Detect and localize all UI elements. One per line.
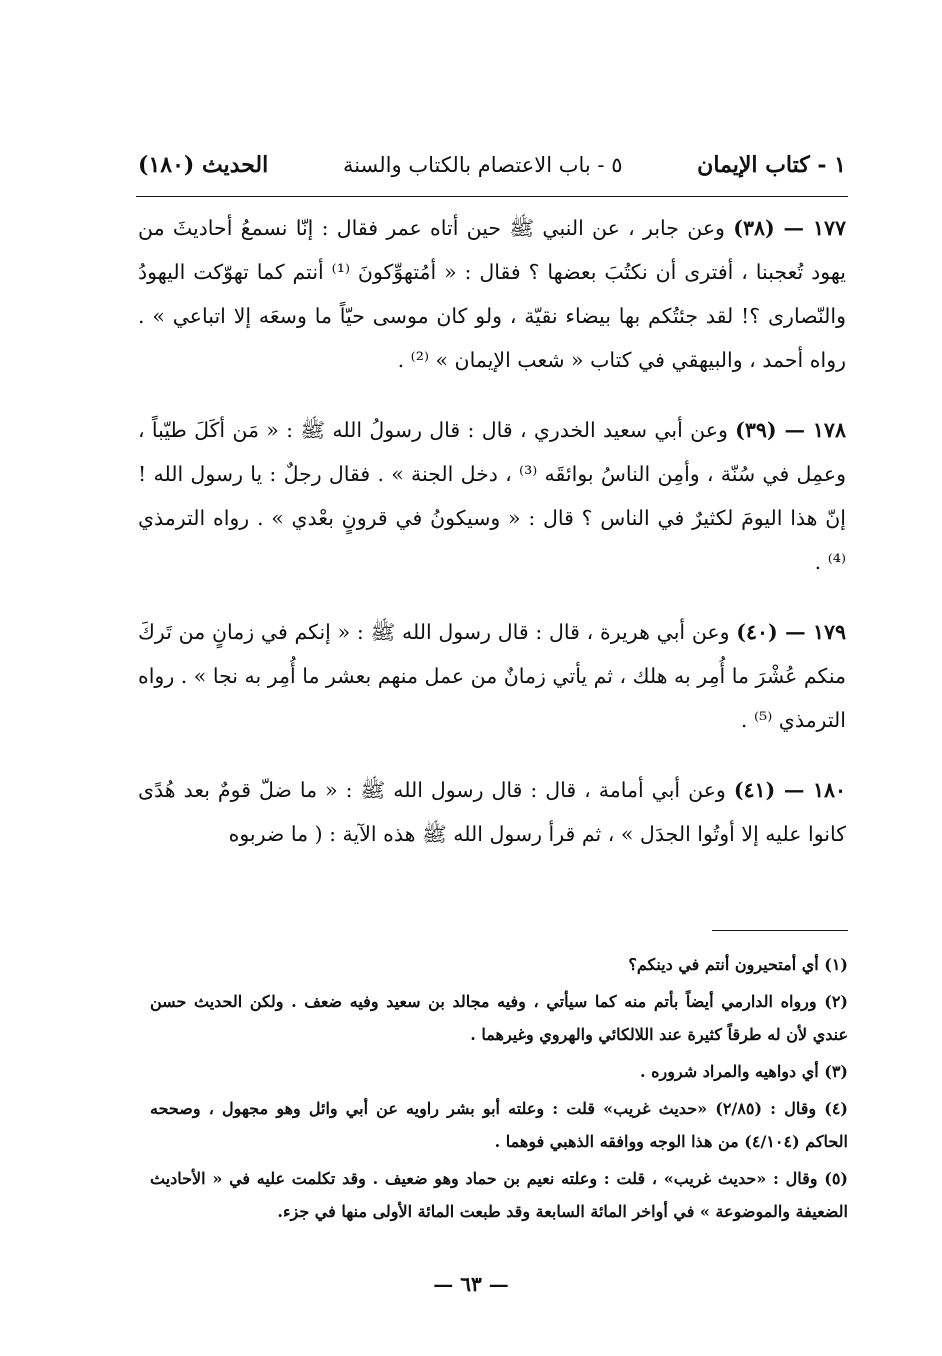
hadith-text: وعن أبي هريرة ، قال : قال رسول الله ﷺ : « إنكم في زمانٍ من تَركَ منكم عُشْرَ ما أُمِر به هلك ، ثم يأتي زمانٌ من عمل منهم بعشر ما أُمِر به نجا » . رواه الترمذي ⁽⁵⁾ . — [137, 620, 846, 732]
header-divider — [136, 196, 848, 197]
main-text — [138, 206, 846, 882]
page-number: — ٦٣ — — [433, 1272, 509, 1296]
hadith-number: ١٨٠ — (٤١) — [733, 778, 846, 802]
hadith-range: الحديث (١٨٠) — [138, 152, 269, 178]
footnote-4: (٤) وقال : (٢/٨٥) «حديث غريب» قلت : وعلته أبو بشر راويه عن أبي وائل وهو مجهول ، وصححه الحاكم (٤/١٠٤) من هذا الوجه ووافقه الذهبي فوهما . — [150, 1099, 848, 1151]
hadith-text: وعن أبي سعيد الخدري ، قال : قال رسولُ الله ﷺ : « مَن أكَلَ طيّباً ، وعمِل في سُنّة ، وأمِن الناسُ بوائقَه ⁽³⁾ ، دخل الجنة » . فقال رجلٌ : يا رسول الله ! إنّ هذا اليومَ لكثيرٌ في الناس ؟ قال : « وسيكونُ في قرونٍ بعْدي » . رواه الترمذي ⁽⁴⁾ . — [138, 418, 846, 574]
footnote-3: (٣) أي دواهيه والمراد شروره . — [639, 1062, 848, 1081]
hadith-178 — [138, 408, 846, 584]
section-title: ٥ - باب الاعتصام بالكتاب والسنة — [342, 153, 623, 177]
chapter-title: ١ - كتاب الإيمان — [697, 152, 846, 178]
hadith-number: ١٧٨ — (٣٩) — [735, 418, 846, 442]
footnote-1: (١) أي أمتحيرون أنتم في دينكم؟ — [628, 955, 848, 974]
hadith-number: ١٧٧ — (٣٨) — [733, 216, 846, 240]
hadith-number: ١٧٩ — (٤٠) — [736, 620, 846, 644]
footnote-5: (٥) وقال : «حديث غريب» ، قلت : وعلته نعيم بن حماد وهو ضعيف . وقد تكلمت عليه في « الأحاديث الضعيفة والموضوعة » في أواخر المائة السابعة وقد طبعت المائة الأولى منها في جزء. — [150, 1169, 848, 1221]
footnote-2: (٢) ورواه الدارمي أيضاً بأتم منه كما سيأتي ، وفيه مجالد بن سعيد وفيه ضعف . ولكن الحديث حسن عندي لأن له طرقاً كثيرة عند اللالكائي والهروي وغيرهما . — [150, 992, 848, 1044]
hadith-text: وعن أبي أمامة ، قال : قال رسول الله ﷺ : « ما ضلّ قومٌ بعد هُدًى كانوا عليه إلا أوتُوا الجدَل » ، ثم قرأ رسول الله ﷺ هذه الآية : ( ما ضربوه — [138, 778, 846, 846]
footnotes — [150, 948, 848, 1232]
footnote-divider — [712, 930, 848, 931]
hadith-179 — [138, 610, 846, 742]
hadith-180 — [138, 768, 846, 856]
hadith-177 — [138, 206, 846, 382]
hadith-text: وعن جابر ، عن النبي ﷺ حين أتاه عمر فقال : إنّا نسمعُ أحاديثَ من يهود تُعجبنا ، أفترى أن نكتُبَ بعضها ؟ فقال : « أمُتهوِّكونَ ⁽¹⁾ أنتم كما تهوّكت اليهودُ والنّصارى ؟! لقد جئتُكم بها بيضاء نقيّة ، ولو كان موسى حيّاً ما وسعَه إلا اتباعي » . رواه أحمد ، والبيهقي في كتاب « شعب الإيمان » ⁽²⁾ . — [138, 216, 847, 372]
running-header — [138, 140, 846, 190]
